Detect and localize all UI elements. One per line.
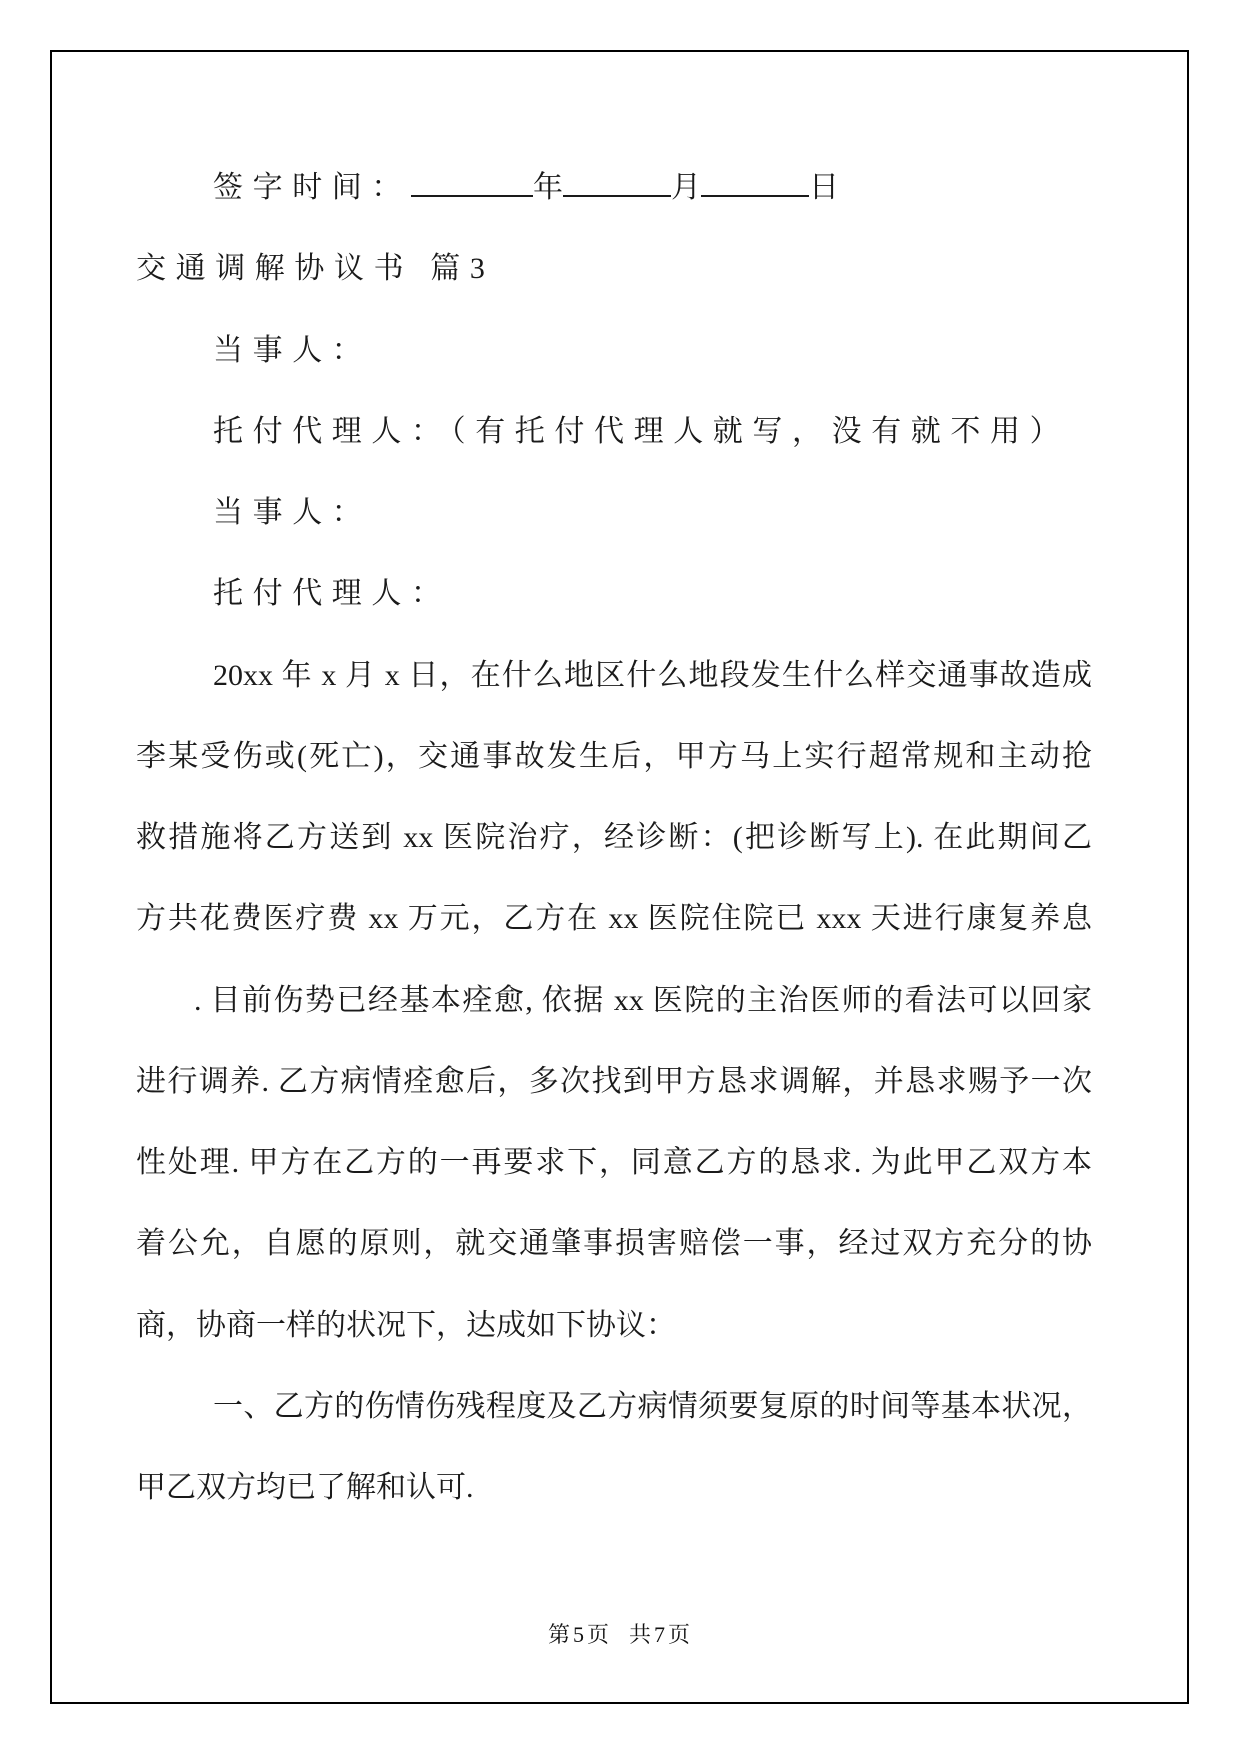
line-signature-time [136, 147, 1092, 228]
signature-year-char: 年 [533, 171, 563, 204]
paragraph-line-5: . 目前伤势已经基本痊愈, 依据 xx 医院的主治医师的看法可以回家 [194, 983, 1092, 1017]
paragraph-line-4: 方共花费医疗费 xx 万元，乙方在 xx 医院住院已 xxx 天进行康复养息 [136, 902, 1092, 936]
page-number-footer: 第5页 共7页 [547, 1622, 693, 1647]
blank-underline-month [563, 167, 671, 198]
signature-month-char: 月 [671, 171, 701, 204]
paragraph-line-2: 李某受伤或(死亡)，交通事故发生后，甲方马上实行超常规和主动抢 [136, 739, 1092, 773]
line-agent-note: 托付代理人：（有托付代理人就写，没有就不用） [213, 414, 1070, 448]
paragraph-line-3: 救措施将乙方送到 xx 医院治疗，经诊断：(把诊断写上). 在此期间乙 [136, 821, 1092, 854]
clause-line-1: 一、乙方的伤情伤残程度及乙方病情须要复原的时间等基本状况， [213, 1389, 1092, 1423]
signature-time-label: 签字时间： [213, 171, 411, 204]
blank-underline-day [701, 167, 809, 198]
paragraph-line-8: 着公允，自愿的原则，就交通肇事损害赔偿一事，经过双方充分的协 [136, 1227, 1092, 1261]
document-body [136, 147, 1092, 1528]
paragraph-line-9: 商，协商一样的状况下，达成如下协议： [136, 1308, 676, 1342]
paragraph-line-7: 性处理. 甲方在乙方的一再要求下，同意乙方的恳求. 为此甲乙双方本 [136, 1146, 1092, 1179]
paragraph-line-1: 20xx 年 x 月 x 日，在什么地区什么地段发生什么样交通事故造成 [213, 658, 1092, 692]
clause-line-2: 甲乙双方均已了解和认可. [136, 1471, 474, 1504]
paragraph-line-6: 进行调养. 乙方病情痊愈后，多次找到甲方恳求调解，并恳求赐予一次 [136, 1064, 1092, 1098]
line-party-a: 当事人： [213, 333, 372, 367]
signature-day-char: 日 [809, 171, 839, 204]
section-heading: 交通调解协议书 篇3 [136, 252, 495, 286]
blank-underline-year [411, 167, 533, 198]
line-party-b: 当事人： [213, 496, 372, 529]
line-agent: 托付代理人： [213, 577, 451, 611]
